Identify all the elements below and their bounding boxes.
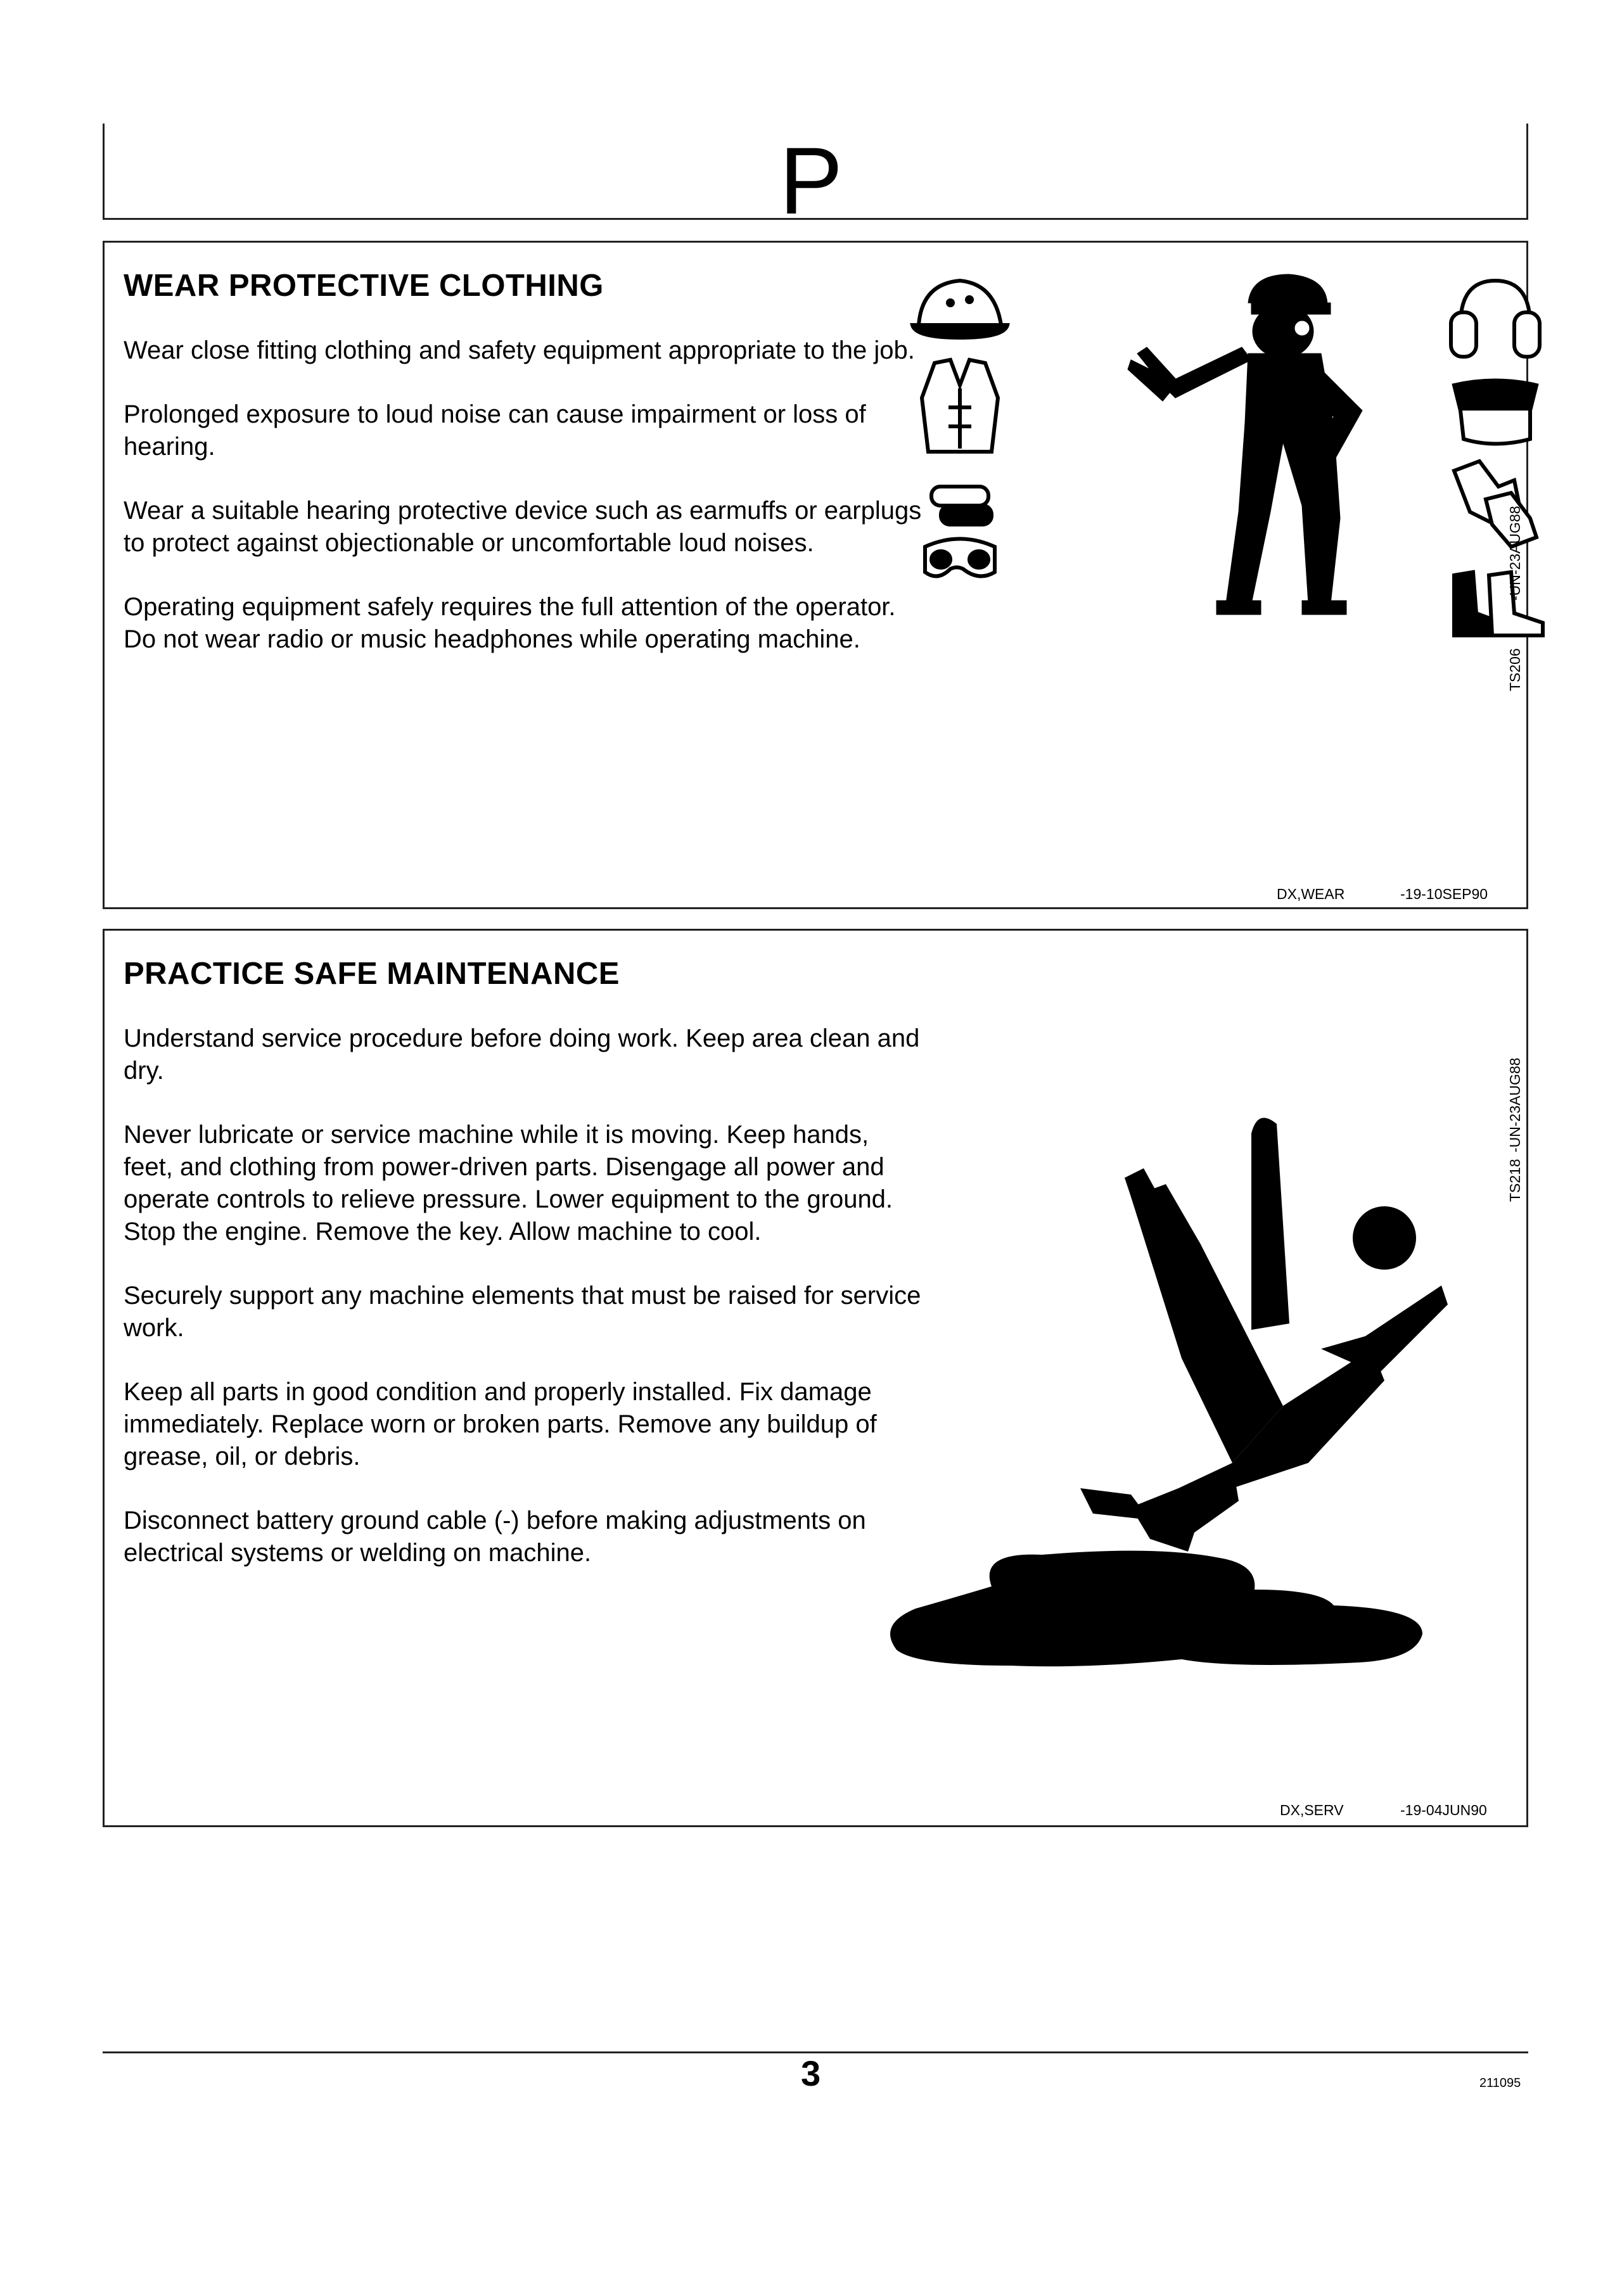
section-wear-protective-clothing xyxy=(103,241,1528,909)
gloves-icon xyxy=(1454,461,1536,547)
page-number: 3 xyxy=(801,2053,821,2093)
earmuffs-icon xyxy=(1451,281,1540,357)
footer-date: -19-10SEP90 xyxy=(1400,886,1488,902)
footer-ref: DX,WEAR xyxy=(1277,886,1345,902)
paragraph: Prolonged exposure to loud noise can cause impairment or loss of hearing. xyxy=(124,400,866,461)
face-shield-icon xyxy=(1454,381,1536,444)
section-body xyxy=(124,1023,922,1601)
footer-date: -19-04JUN90 xyxy=(1400,1802,1487,1818)
paragraph: Wear a suitable hearing protective device such as earmuffs or earplugs to protect against objectionable or uncomfortable loud noises. xyxy=(124,497,922,557)
section-body xyxy=(124,335,922,687)
paragraph: Operating equipment safely requires the full attention of the operator. Do not wear radio or music headphones while operating machine. xyxy=(124,593,896,653)
image-code: TS218 xyxy=(1507,1159,1523,1202)
image-code: -UN-23AUG88 xyxy=(1507,506,1523,601)
section-title: PRACTICE SAFE MAINTENANCE xyxy=(124,957,620,991)
worker-figure-icon xyxy=(1128,274,1362,615)
paragraph: Keep all parts in good condition and properly installed. Fix damage immediately. Replace worn or broken parts. Remove any buildup of grease, oil, or debris. xyxy=(124,1378,877,1470)
hard-hat-icon xyxy=(912,281,1007,338)
goggles-icon xyxy=(925,539,995,577)
protective-clothing-illustration xyxy=(897,258,1600,651)
slipping-person-icon xyxy=(1080,1118,1448,1552)
footer-ref: DX,SERV xyxy=(1280,1802,1344,1818)
document-code: 211095 xyxy=(1479,2076,1521,2090)
image-code: TS206 xyxy=(1507,648,1523,691)
paragraph: Securely support any machine elements that must be raised for service work. xyxy=(124,1282,921,1342)
paragraph: Disconnect battery ground cable (-) before making adjustments on electrical systems or welding on machine. xyxy=(124,1507,866,1567)
section-letter: P xyxy=(779,127,843,234)
image-code: -UN-23AUG88 xyxy=(1507,1057,1523,1152)
safety-vest-icon xyxy=(922,360,998,452)
earplugs-icon xyxy=(931,487,992,525)
paragraph: Never lubricate or service machine while it is moving. Keep hands, feet, and clothing from power-driven parts. Disengage all power and operate controls to relieve pressure. Lower equipment to the ground. Stop the engine. Remove the key. Allow machine to cool. xyxy=(124,1121,893,1246)
section-title: WEAR PROTECTIVE CLOTHING xyxy=(124,269,604,303)
section-practice-safe-maintenance xyxy=(103,929,1528,1827)
safety-boots-icon xyxy=(1454,572,1543,635)
slipping-figure-illustration xyxy=(878,1108,1587,1716)
paragraph: Understand service procedure before doing work. Keep area clean and dry. xyxy=(124,1024,920,1085)
oil-puddle-icon xyxy=(890,1551,1422,1667)
paragraph: Wear close fitting clothing and safety equipment appropriate to the job. xyxy=(124,336,915,364)
